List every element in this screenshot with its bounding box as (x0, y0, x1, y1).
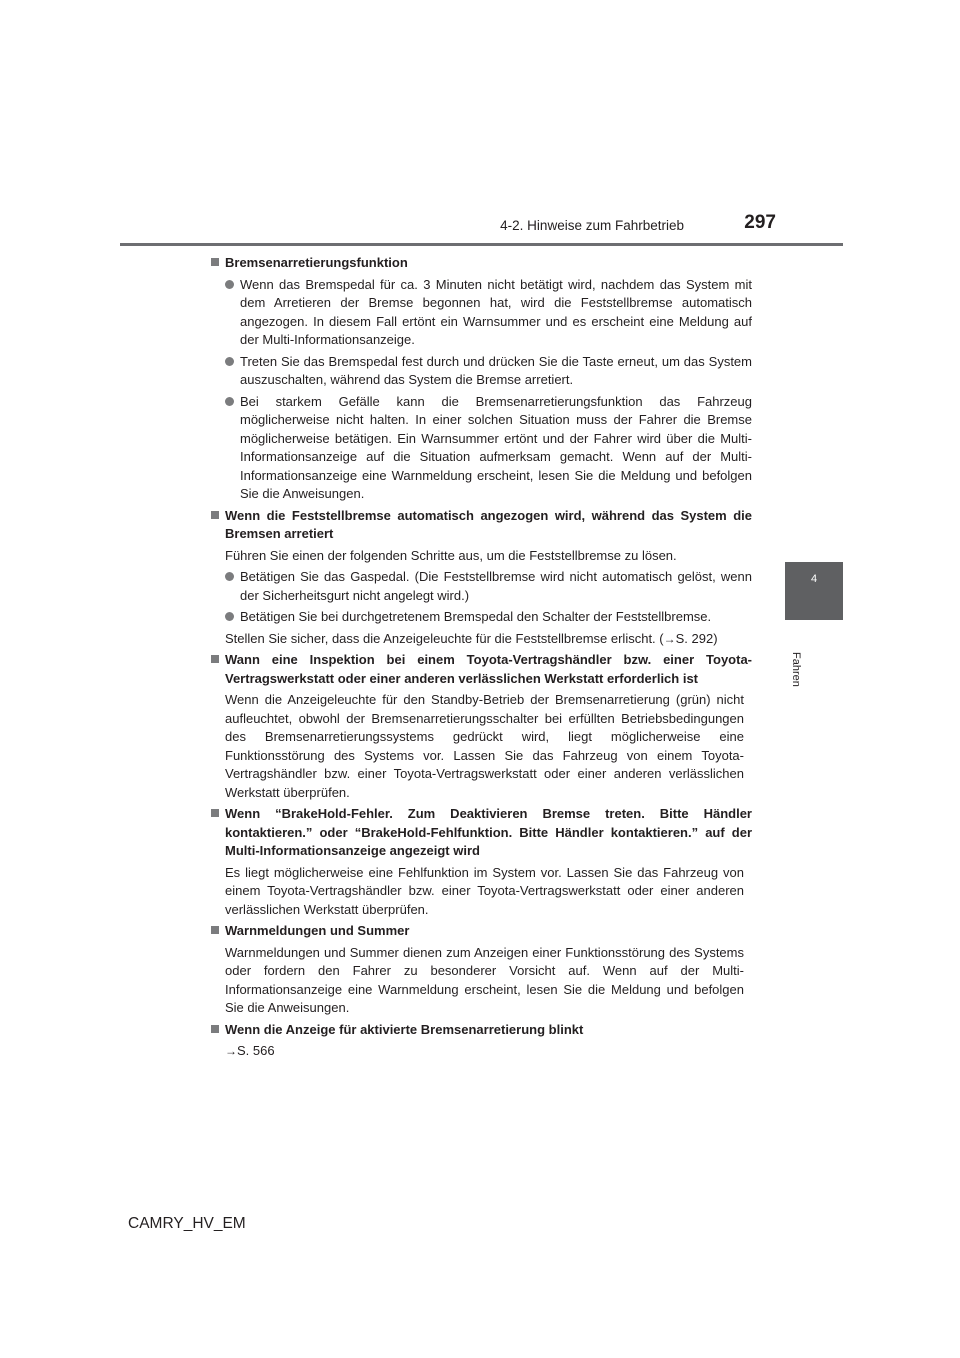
chapter-number: 4 (810, 573, 818, 585)
circle-bullet-icon (225, 397, 234, 406)
chapter-title (790, 652, 840, 712)
square-bullet-icon (211, 511, 219, 519)
page-reference: S. 292) (675, 630, 718, 646)
section-heading: Wann eine Inspektion bei einem Toyota-Vertragshändler bzw. einer Toyota-Vertragswerkstatt oder einer anderen verlässlichen Werkstatt erforderlich ist (211, 651, 752, 688)
paragraph: Führen Sie einen der folgenden Schritte aus, um die Feststellbremse zu lösen. (225, 547, 677, 563)
arrow-right-icon: → (225, 1044, 237, 1058)
paragraph: Wenn die Anzeigeleuchte für den Standby-Betrieb der Bremsenarretierung (grün) nicht aufleuchtet, obwohl der Bremsenarretierungsschalter bei erfüllten Betriebsbedingungen des Bremsenarretierungssystems gedrückt wird, liegt möglicherweise eine Funktionsstörung des Systems vor. Lassen Sie das Fahrzeug von einem Toyota-Vertragshändler bzw. einer Toyota-Vertragswerkstatt oder einer anderen verlässlichen Werkstatt überprüfen. (225, 692, 744, 800)
square-bullet-icon (211, 655, 219, 663)
bullet-item: Betätigen Sie bei durchgetretenem Bremspedal den Schalter der Feststellbremse. (211, 608, 752, 627)
circle-bullet-icon (225, 612, 234, 621)
arrow-right-icon: → (663, 631, 676, 646)
square-bullet-icon (211, 258, 219, 266)
section-heading: Wenn “BrakeHold-Fehler. Zum Deaktivieren Bremse treten. Bitte Händler kontaktieren.” oder “BrakeHold-Fehlfunktion. Bitte Händler kontaktieren.” auf der Multi-Informationsanzeige angezeigt wird (211, 805, 752, 861)
circle-bullet-icon (225, 572, 234, 581)
section-heading: Warnmeldungen und Summer (211, 922, 752, 941)
section-heading: Wenn die Anzeige für aktivierte Bremsenarretierung blinkt (211, 1021, 752, 1040)
paragraph: Warnmeldungen und Summer dienen zum Anzeigen einer Funktionsstörung des Systems oder fordern den Fahrer zu besonderer Vorsicht auf. Wenn auf der Multi-Informationsanzeige eine Warnmeldung erscheint, lesen Sie die Meldung und befolgen Sie die Anweisungen. (225, 944, 744, 1015)
section-title: 4-2. Hinweise zum Fahrbetrieb (500, 218, 684, 233)
square-bullet-icon (211, 926, 219, 934)
header-divider (120, 243, 843, 246)
square-bullet-icon (211, 809, 219, 817)
circle-bullet-icon (225, 357, 234, 366)
bullet-item: Betätigen Sie das Gaspedal. (Die Feststellbremse wird nicht automatisch gelöst, wenn der Sicherheitsgurt nicht angelegt wird.) (211, 568, 752, 605)
section-heading: Bremsenarretierungsfunktion (211, 254, 752, 273)
circle-bullet-icon (225, 280, 234, 289)
chapter-tab (785, 562, 843, 620)
document-code: CAMRY_HV_EM (128, 1215, 246, 1232)
bullet-item: Bei starkem Gefälle kann die Bremsenarretierungsfunktion das Fahrzeug möglicherweise nicht halten. In einer solchen Situation muss der Fahrer die Bremse möglicherweise betätigen. Ein Warnsummer ertönt und der Fahrer wird über die Multi-Informationsanzeige auf die Situation aufmerksam gemacht. Wenn auf der Multi-Informationsanzeige eine Warnmeldung erscheint, lesen Sie die Meldung und befolgen Sie die Anweisungen. (211, 393, 752, 504)
page-number: 297 (744, 212, 776, 233)
page-content (211, 254, 752, 1064)
bullet-item: Treten Sie das Bremspedal fest durch und drücken Sie die Taste erneut, um das System auszuschalten, während das System die Bremse arretiert. (211, 353, 752, 390)
section-heading: Wenn die Feststellbremse automatisch angezogen wird, während das System die Bremsen arretiert (211, 507, 752, 544)
square-bullet-icon (211, 1025, 219, 1033)
page-reference: S. 566 (237, 1043, 275, 1058)
paragraph: Stellen Sie sicher, dass die Anzeigeleuchte für die Feststellbremse erlischt. (→S. 292) (225, 630, 718, 646)
bullet-item: Wenn das Bremspedal für ca. 3 Minuten nicht betätigt wird, nachdem das System mit dem Arretieren der Bremse begonnen hat, wird die Feststellbremse automatisch angezogen. In diesem Fall ertönt ein Warnsummer und es erscheint eine Meldung auf der Multi-Informationsanzeige. (211, 276, 752, 350)
paragraph (211, 1042, 752, 1061)
paragraph: Es liegt möglicherweise eine Fehlfunktion im System vor. Lassen Sie das Fahrzeug von einem Toyota-Vertragshändler bzw. einer Toyota-Vertragswerkstatt oder einer anderen verlässlichen Werkstatt überprüfen. (225, 864, 744, 917)
chapter-title-text: Fahren (790, 652, 802, 687)
